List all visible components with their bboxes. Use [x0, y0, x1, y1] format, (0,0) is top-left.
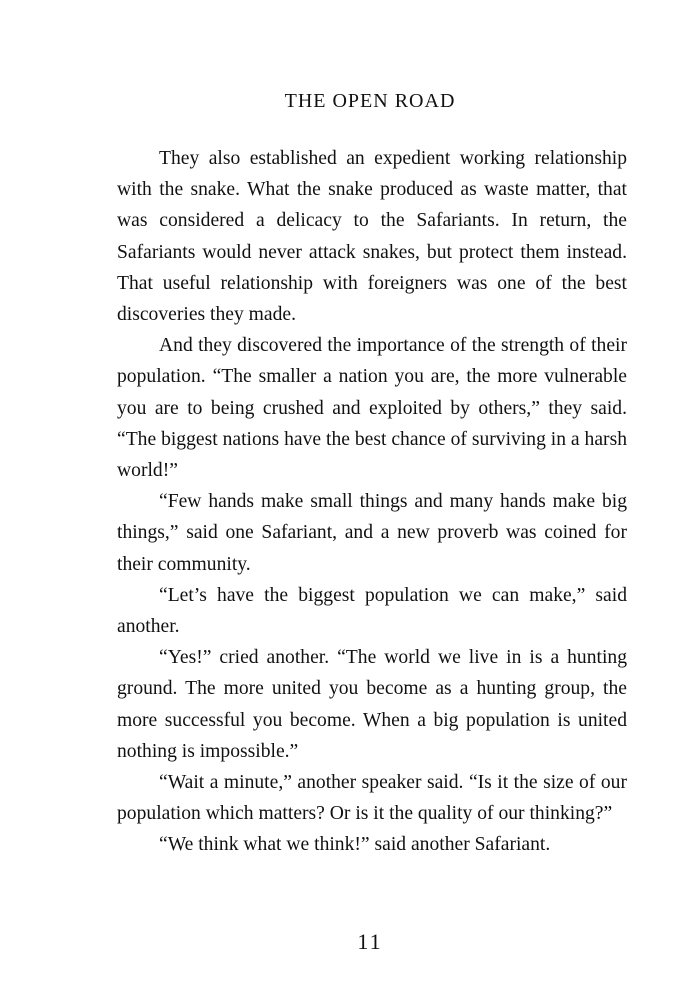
running-head: THE OPEN ROAD — [284, 90, 456, 112]
body-text — [117, 143, 627, 861]
paragraph: They also established an expedient working relationship with the snake. What the snake produced as waste matter, that was considered a delicacy to the Safariants. In return, the Safariants would never attack snakes, but protect them instead. That useful relationship with foreigners was one of the best discoveries they made. — [117, 148, 627, 326]
paragraph: “Wait a minute,” another speaker said. “Is it the size of our population which matters? Or is it the quality of our thinking?” — [117, 772, 627, 825]
paragraph: “Yes!” cried another. “The world we live in is a hunting ground. The more united you become as a hunting group, the more successful you become. When a big population is united nothing is impossible.” — [117, 647, 627, 762]
paragraph: “Few hands make small things and many hands make big things,” said one Safariant, and a new proverb was coined for their community. — [117, 491, 627, 575]
page-number: 11 — [357, 929, 383, 954]
paragraph: “Let’s have the biggest population we can make,” said another. — [117, 584, 627, 638]
paragraph: “We think what we think!” said another Safariant. — [159, 834, 551, 856]
paragraph: And they discovered the importance of the strength of their population. “The smaller a nation you are, the more vulnerable you are to being crushed and exploited by others,” they said. “The biggest nations have the best chance of surviving in a harsh world!” — [117, 335, 627, 482]
